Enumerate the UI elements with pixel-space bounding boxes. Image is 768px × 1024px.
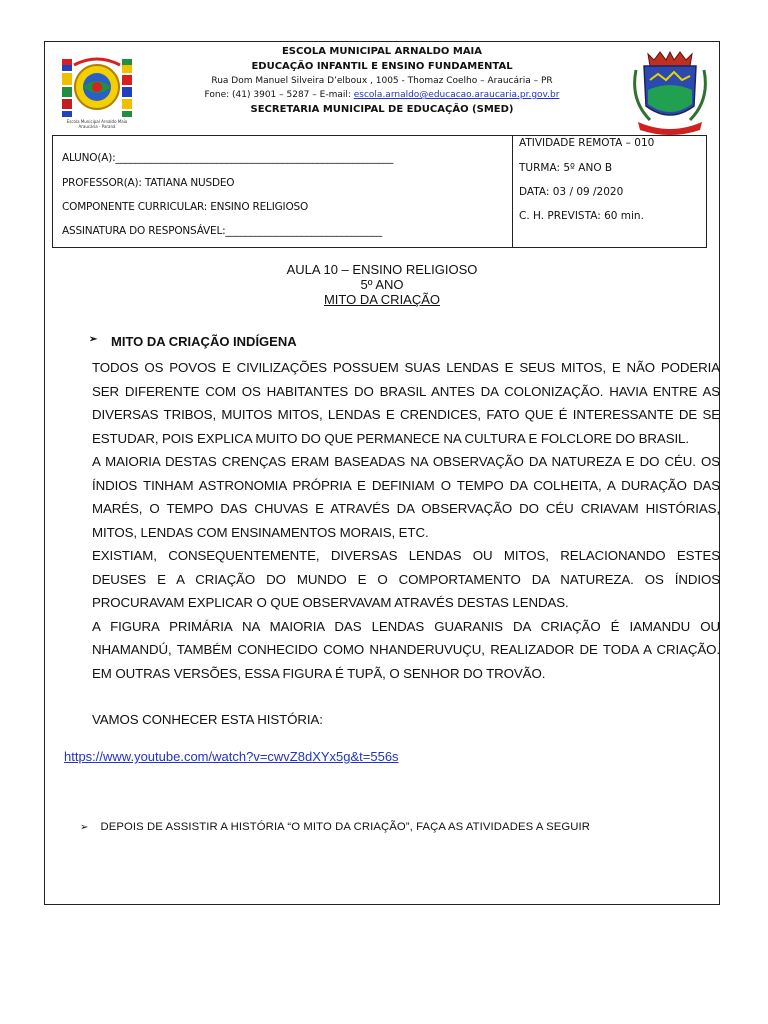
school-address: Rua Dom Manuel Silveira D’elboux , 1005 - Thomaz Coelho – Araucária – PR	[211, 76, 553, 86]
activity-info	[513, 136, 708, 247]
school-level: EDUCAÇÃO INFANTIL E ENSINO FUNDAMENTAL	[251, 61, 513, 72]
paragraph-2: A MAIORIA DESTAS CRENÇAS ERAM BASEADAS NA OBSERVAÇÃO DA NATUREZA E DO CÉU. OS ÍNDIOS TINHAM ASTRONOMIA PRÓPRIA E DEFINIAM O TEMPO DA COLHEITA, A DURAÇÃO DAS MARÉS, O TEMPO DAS CHUVAS E ATRAVÉS DA OBSERVAÇÃO DO CÉU CRIAVAM HISTÓRIAS, MITOS, LENDAS COM ENSINAMENTOS MORAIS, ETC.	[92, 454, 720, 540]
secretaria-name: SECRETARIA MUNICIPAL DE EDUCAÇÃO (SMED)	[250, 104, 514, 115]
paragraph-5: VAMOS CONHECER ESTA HISTÓRIA:	[92, 712, 323, 727]
aluno-field[interactable]: ALUNO(A):_______________________________________________________	[62, 152, 394, 164]
arrow-bullet-icon: ➢	[80, 822, 89, 833]
data-label: DATA: 03 / 09 /2020	[519, 186, 624, 198]
paragraph-4: A FIGURA PRIMÁRIA NA MAIORIA DAS LENDAS GUARANIS DA CRIAÇÃO É IAMANDU OU NHAMANDÚ, TAMBÉM CONHECIDO COMO NHANDERUVUÇU, REALIZADOR DE TODA A CRIAÇÃO. EM OUTRAS VERSÕES, ESSA FIGURA É TUPÃ, O SENHOR DO TROVÃO.	[92, 618, 720, 681]
svg-text:Escola Municipal Arnaldo Maia: Escola Municipal Arnaldo Maia	[66, 119, 128, 124]
paragraph-1: TODOS OS POVOS E CIVILIZAÇÕES POSSUEM SUAS LENDAS E SEUS MITOS, E NÃO PODERIA SER DIFERENTE COM OS HABITANTES DO BRASIL ANTES DA COLONIZAÇÃO. HAVIA ENTRE AS DIVERSAS TRIBOS, MUITOS MITOS, LENDAS E CRENDICES, FATO QUE É INTERESSANTE DE SE ESTUDAR, POIS EXPLICA MUITO DO QUE PERMANECE NA CULTURA E FOLCLORE DO BRASIL.	[92, 360, 720, 446]
email-link[interactable]: escola.arnaldo@educacao.araucaria.pr.gov.br	[353, 90, 560, 100]
turma-label: TURMA: 5º ANO B	[519, 162, 613, 174]
componente-field: COMPONENTE CURRICULAR: ENSINO RELIGIOSO	[62, 201, 309, 213]
arrow-bullet-icon: ➢	[89, 334, 98, 345]
lesson-title-line1: AULA 10 – ENSINO RELIGIOSO	[286, 262, 478, 277]
paragraph-3: EXISTIAM, CONSEQUENTEMENTE, DIVERSAS LENDAS OU MITOS, RELACIONANDO ESTES DEUSES E A CRIAÇÃO DO MUNDO E O COMPORTAMENTO DA NATUREZA. OS ÍNDIOS PROCURAVAM EXPLICAR O QUE OBSERVAVAM ATRAVÉS DESTAS LENDAS.	[92, 548, 720, 610]
assinatura-field[interactable]: ASSINATURA DO RESPONSÁVEL:_______________________________	[62, 225, 382, 237]
section-heading-text: MITO DA CRIAÇÃO INDÍGENA	[111, 334, 297, 349]
school-name: ESCOLA MUNICIPAL ARNALDO MAIA	[281, 46, 483, 57]
ch-label: C. H. PREVISTA: 60 min.	[519, 210, 644, 222]
student-info-box	[52, 135, 707, 248]
professor-field: PROFESSOR(A): TATIANA NUSDEO	[62, 177, 235, 189]
video-link[interactable]: https://www.youtube.com/watch?v=cwvZ8dXYx5g&t=556s	[64, 749, 399, 764]
phone-text: Fone: (41) 3901 – 5287 – E-mail:	[204, 90, 354, 100]
lesson-body	[56, 356, 720, 732]
lesson-title-line3: MITO DA CRIAÇÃO	[323, 292, 441, 307]
final-instruction	[80, 821, 590, 833]
lesson-title	[44, 262, 720, 307]
school-contact	[44, 88, 720, 102]
atividade-label: ATIVIDADE REMOTA – 010	[519, 137, 655, 149]
lesson-title-line2: 5º ANO	[360, 277, 404, 292]
final-instruction-text: DEPOIS DE ASSISTIR A HISTÓRIA “O MITO DA CRIAÇÃO”, FAÇA AS ATIVIDADES A SEGUIR	[100, 821, 590, 833]
school-header	[44, 44, 720, 117]
student-info-left	[53, 136, 513, 247]
svg-text:Araucária - Paraná: Araucária - Paraná	[78, 124, 116, 129]
